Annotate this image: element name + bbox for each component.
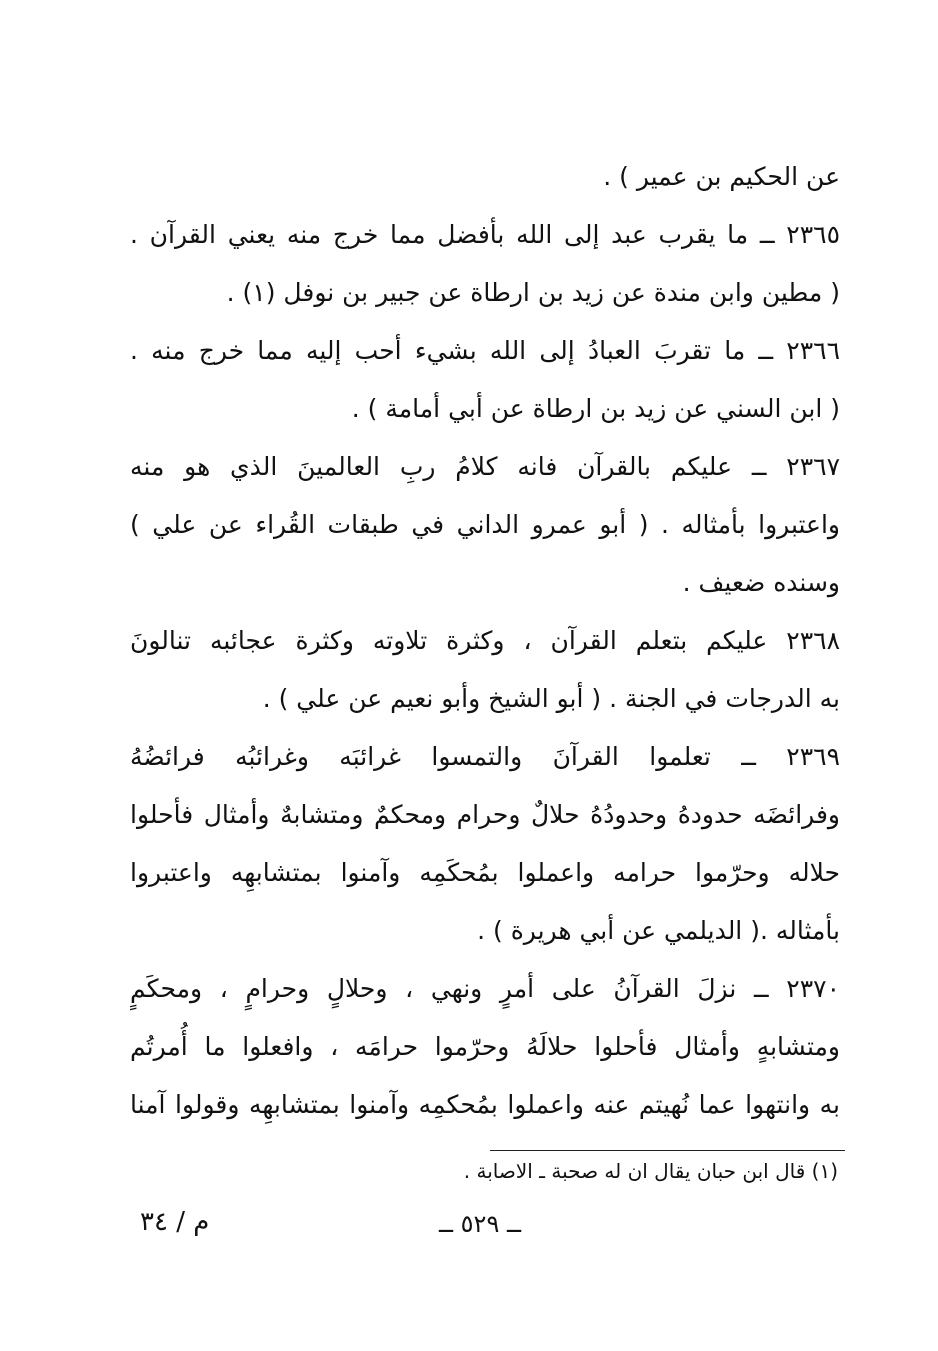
text-line: ومتشابهٍ وأمثال فأحلوا حلالَهُ وحرّموا حرامَه ، وافعلوا ما أُمرتُم: [130, 1032, 840, 1061]
text-line: وسنده ضعيف .: [682, 568, 840, 597]
text-line: ٢٣٧٠ ــ نزلَ القرآنُ على أمرٍ ونهي ، وحلالٍ وحرامٍ ، ومحكَمٍ: [130, 974, 840, 1003]
text-line: ( مطين وابن مندة عن زيد بن ارطاة عن جبير بن نوفل (١) .: [226, 278, 840, 307]
text-line: ٢٣٦٥ ــ ما يقرب عبد إلى الله بأفضل مما خرج منه يعني القرآن .: [130, 220, 840, 249]
text-line: حلاله وحرّموا حرامه واعملوا بمُحكَمِه وآمنوا بمتشابهِه واعتبروا: [130, 858, 840, 887]
text-line: ٢٣٦٩ ــ تعلموا القرآنَ والتمسوا غرائبَه وغرائبُه فرائضُهُ: [130, 742, 840, 771]
page-number: ــ ٥٢٩ ــ: [438, 1210, 522, 1238]
text-line: به وانتهوا عما نُهيتم عنه واعملوا بمُحكمِه وآمنوا بمتشابهِه وقولوا آمنا: [130, 1090, 840, 1119]
text-line: واعتبروا بأمثاله . ( أبو عمرو الداني في طبقات القُراء عن علي ): [130, 510, 840, 539]
text-line: وفرائضَه حدودهُ وحدودُهُ حلالٌ وحرام ومحكمٌ ومتشابهٌ وأمثال فأحلوا: [130, 800, 840, 829]
main-text: [130, 148, 840, 1134]
text-line: بأمثاله .( الديلمي عن أبي هريرة ) .: [477, 916, 840, 945]
text-line: ( ابن السني عن زيد بن ارطاة عن أبي أمامة ) .: [351, 394, 840, 423]
text-line: ٢٣٦٨ عليكم بتعلم القرآن ، وكثرة تلاوته وكثرة عجائبه تنالونَ: [130, 626, 840, 655]
printer-signature: م / ٣٤: [140, 1207, 210, 1237]
text-line: عن الحكيم بن عمير ) .: [603, 162, 840, 191]
footnote: (١) قال ابن حبان يقال ان له صحبة ـ الاصابة .: [463, 1159, 838, 1183]
text-line: به الدرجات في الجنة . ( أبو الشيخ وأبو نعيم عن علي ) .: [262, 684, 840, 713]
text-line: ٢٣٦٧ ــ عليكم بالقرآن فانه كلامُ ربِ العالمينَ الذي هو منه: [130, 452, 840, 481]
footnote-divider: [490, 1150, 845, 1151]
text-line: ٢٣٦٦ ــ ما تقربَ العبادُ إلى الله بشيء أحب إليه مما خرج منه .: [130, 336, 840, 365]
